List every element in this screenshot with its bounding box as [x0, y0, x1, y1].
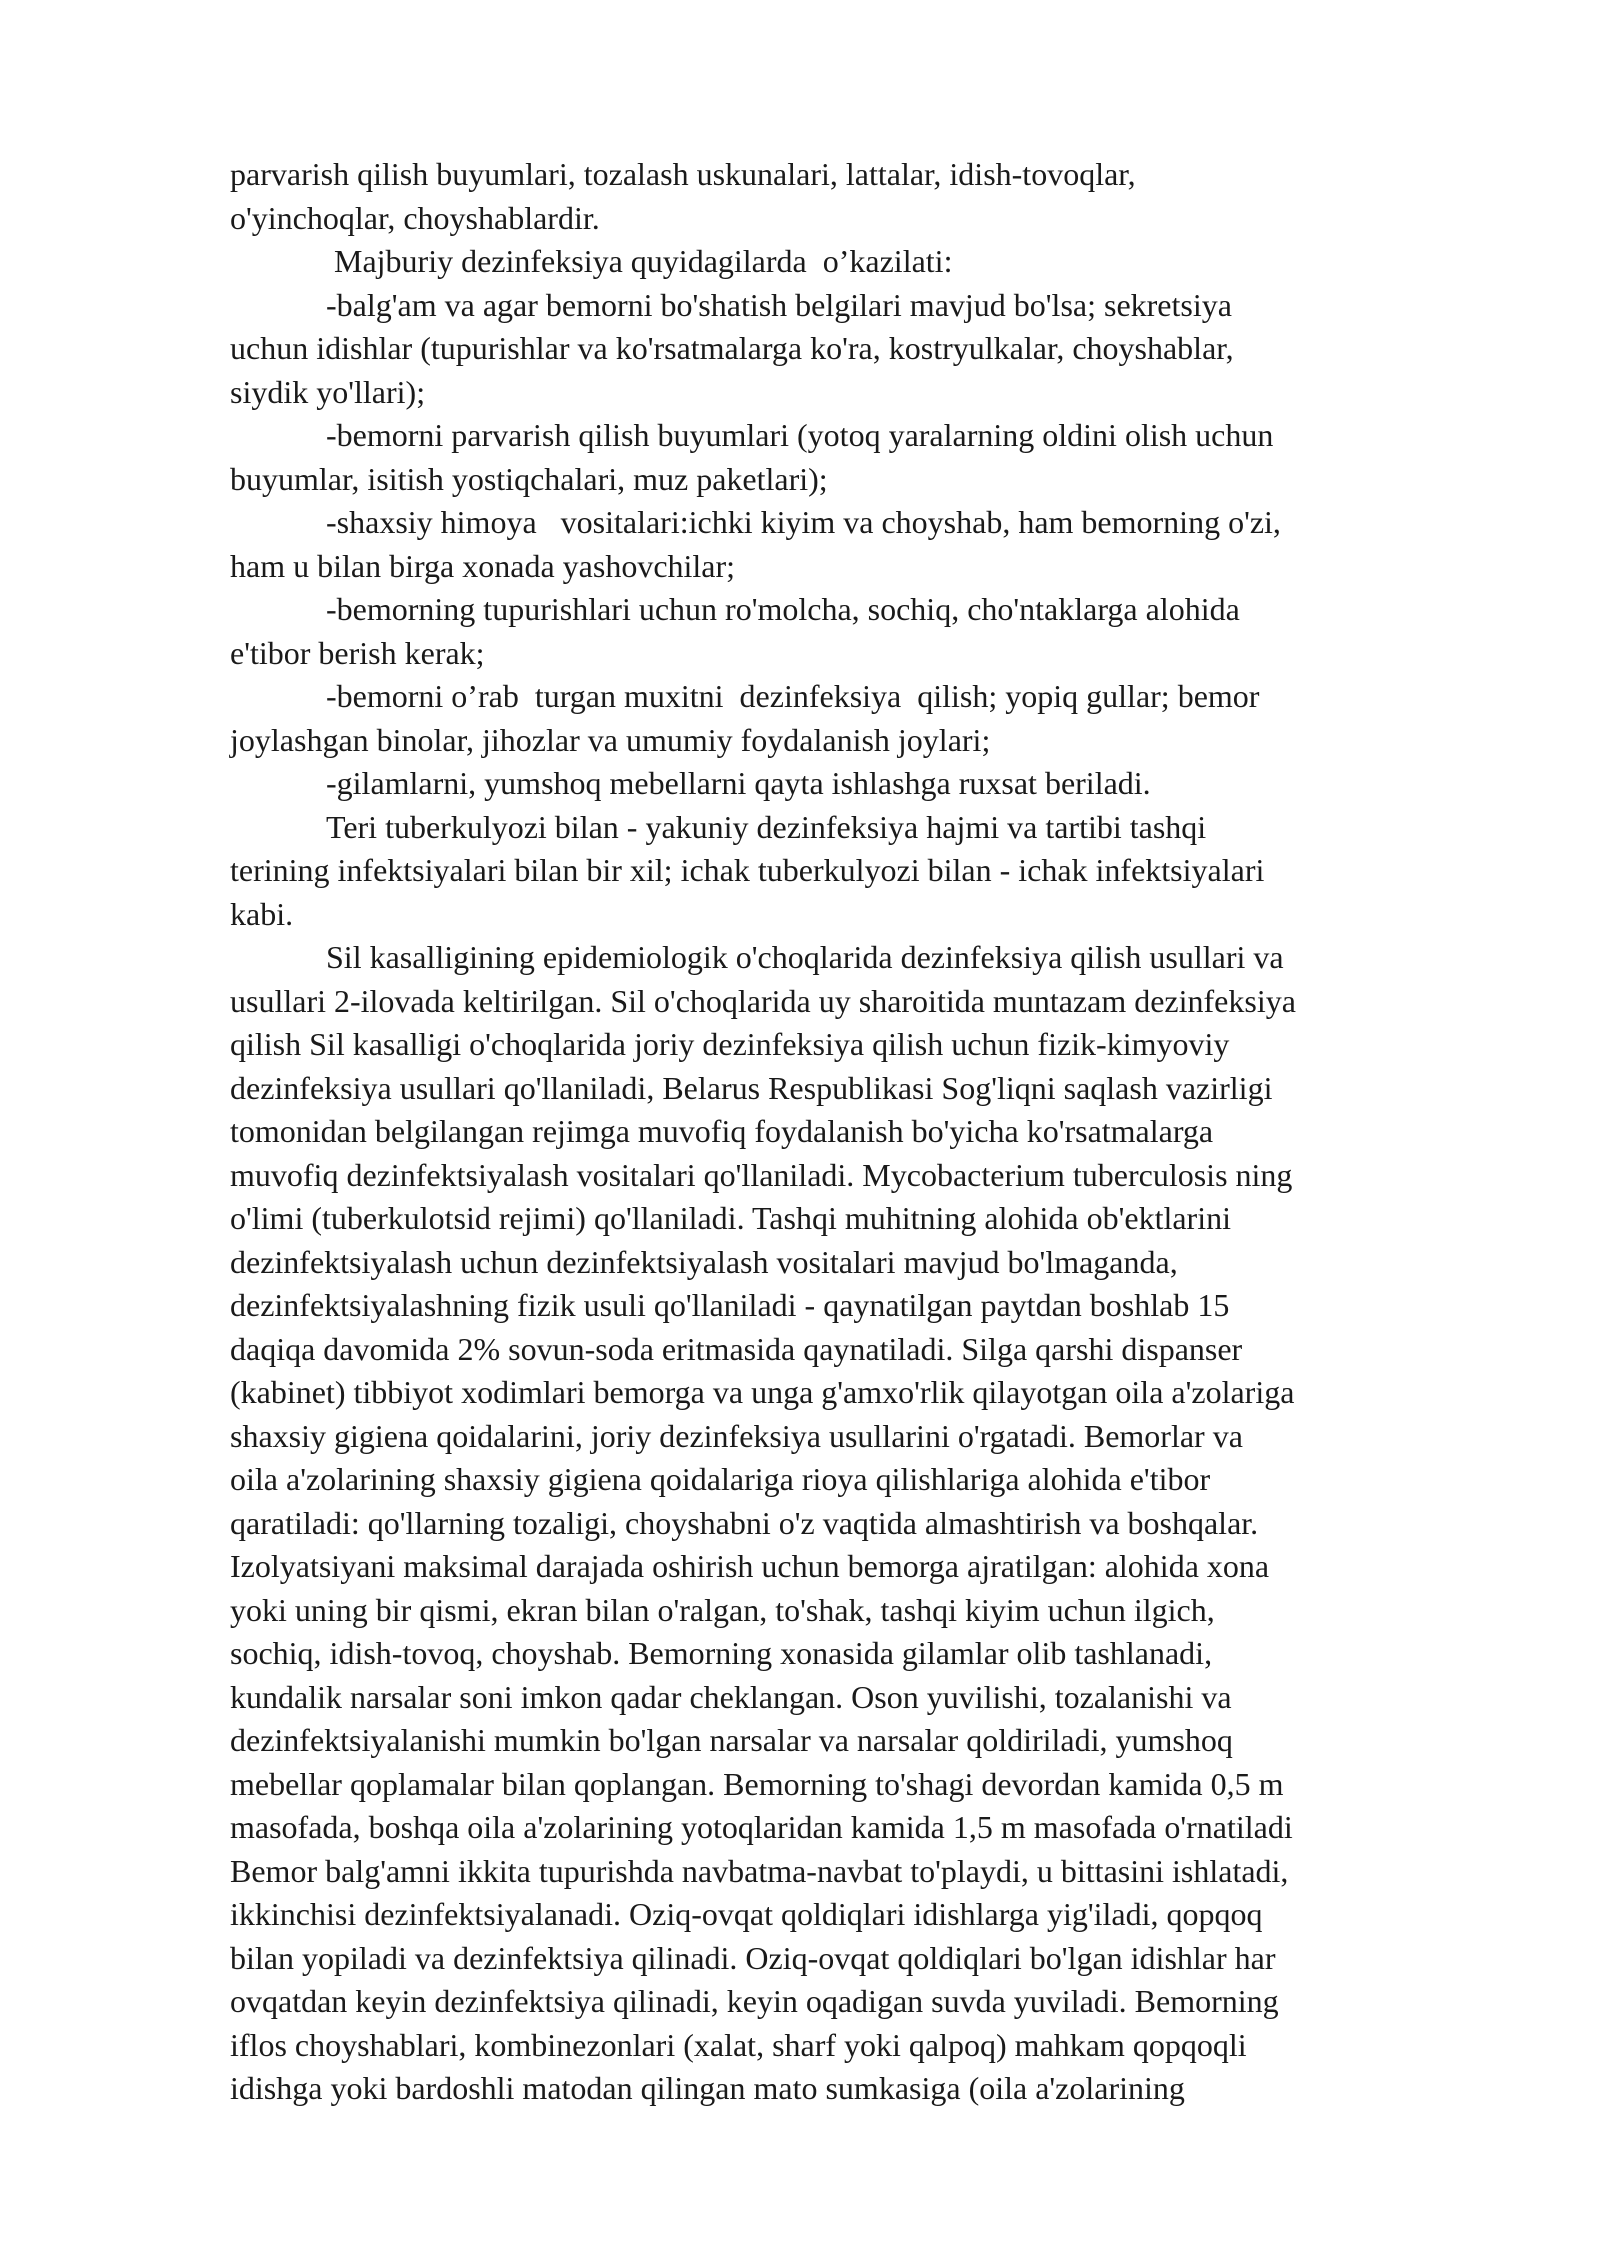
text-line: -bemorni o’rab turgan muxitni dezinfeksiya qilish; yopiq gullar; bemor	[326, 678, 1260, 714]
text-line: ikkinchisi dezinfektsiyalanadi. Oziq-ovqat qoldiqlari idishlarga yig'iladi, qopqoq	[230, 1896, 1263, 1932]
text-line: qilish Sil kasalligi o'choqlarida joriy dezinfeksiya qilish uchun fizik-kimyoviy	[230, 1026, 1230, 1062]
text-line: Izolyatsiyani maksimal darajada oshirish uchun bemorga ajratilgan: alohida xona	[230, 1548, 1270, 1584]
text-line: e'tibor berish kerak;	[230, 634, 485, 671]
text-line: o'limi (tuberkulotsid rejimi) qo'llaniladi. Tashqi muhitning alohida ob'ektlarini	[230, 1200, 1231, 1236]
text-line: joylashgan binolar, jihozlar va umumiy foydalanish joylari;	[230, 721, 991, 758]
text-line: uchun idishlar (tupurishlar va ko'rsatmalarga ko'ra, kostryulkalar, choyshablar,	[230, 330, 1234, 366]
text-line: ham u bilan birga xonada yashovchilar;	[230, 547, 736, 584]
text-line: dezinfektsiyalash uchun dezinfektsiyalash vositalari mavjud bo'lmaganda,	[230, 1243, 1178, 1280]
text-line: usullari 2-ilovada keltirilgan. Sil o'choqlarida uy sharoitida muntazam dezinfeksiya	[230, 982, 1296, 1019]
text-line: sochiq, idish-tovoq, choyshab. Bemorning xonasida gilamlar olib tashlanadi,	[230, 1635, 1213, 1671]
text-line: yoki uning bir qismi, ekran bilan o'ralgan, to'shak, tashqi kiyim uchun ilgich,	[230, 1591, 1215, 1628]
text-line: qaratiladi: qo'llarning tozaligi, choyshabni o'z vaqtida almashtirish va boshqalar.	[230, 1504, 1259, 1541]
text-line: tomonidan belgilangan rejimga muvofiq foydalanish bo'yicha ko'rsatmalarga	[230, 1113, 1214, 1149]
text-line: Teri tuberkulyozi bilan - yakuniy dezinfeksiya hajmi va tartibi tashqi	[326, 808, 1207, 845]
text-line: Majburiy dezinfeksiya quyidagilarda o’kazilati:	[326, 243, 953, 279]
text-line: oila a'zolarining shaxsiy gigiena qoidalariga rioya qilishlariga alohida e'tibor	[230, 1461, 1211, 1497]
text-line: Sil kasalligining epidemiologik o'choqlarida dezinfeksiya qilish usullari va	[326, 939, 1284, 975]
text-line: kundalik narsalar soni imkon qadar cheklangan. Oson yuvilishi, tozalanishi va	[230, 1678, 1232, 1715]
text-line: dezinfeksiya usullari qo'llaniladi, Belarus Respublikasi Sog'liqni saqlash vazirligi	[230, 1069, 1273, 1106]
text-line: o'yinchoqlar, choyshablardir.	[230, 199, 600, 236]
text-line: -bemorning tupurishlari uchun ro'molcha, sochiq, cho'ntaklarga alohida	[326, 591, 1240, 627]
text-line: parvarish qilish buyumlari, tozalash uskunalari, lattalar, idish-tovoqlar,	[230, 156, 1136, 192]
text-line: masofada, boshqa oila a'zolarining yotoqlaridan kamida 1,5 m masofada o'rnatiladi	[230, 1809, 1293, 1845]
text-line: (kabinet) tibbiyot xodimlari bemorga va unga g'amxo'rlik qilayotgan oila a'zolariga	[230, 1374, 1295, 1410]
document-body	[230, 153, 1520, 2111]
text-line: ovqatdan keyin dezinfektsiya qilinadi, keyin oqadigan suvda yuviladi. Bemorning	[230, 1983, 1279, 2019]
text-line: muvofiq dezinfektsiyalash vositalari qo'llaniladi. Mycobacterium tuberculosis ning	[230, 1156, 1293, 1193]
text-line: Bemor balg'amni ikkita tupurishda navbatma-navbat to'playdi, u bittasini ishlatadi,	[230, 1852, 1289, 1889]
text-line: dezinfektsiyalanishi mumkin bo'lgan narsalar va narsalar qoldiriladi, yumshoq	[230, 1722, 1233, 1758]
text-line: iflos choyshablari, kombinezonlari (xalat, sharf yoki qalpoq) mahkam qopqoqli	[230, 2026, 1247, 2063]
text-line: dezinfektsiyalashning fizik usuli qo'llaniladi - qaynatilgan paytdan boshlab 15	[230, 1287, 1230, 1323]
text-line: buyumlar, isitish yostiqchalari, muz paketlari);	[230, 460, 828, 497]
text-line: kabi.	[230, 895, 294, 932]
text-line: mebellar qoplamalar bilan qoplangan. Bemorning to'shagi devordan kamida 0,5 m	[230, 1765, 1284, 1802]
text-line: idishga yoki bardoshli matodan qilingan mato sumkasiga (oila a'zolarining	[230, 2070, 1185, 2106]
text-line: daqiqa davomida 2% sovun-soda eritmasida qaynatiladi. Silga qarshi dispanser	[230, 1330, 1243, 1367]
text-line: terining infektsiyalari bilan bir xil; ichak tuberkulyozi bilan - ichak infektsiyalari	[230, 852, 1265, 888]
text-line: -gilamlarni, yumshoq mebellarni qayta ishlashga ruxsat beriladi.	[326, 765, 1151, 801]
text-line: -shaxsiy himoya vositalari:ichki kiyim va choyshab, ham bemorning o'zi,	[326, 504, 1281, 540]
text-line: siydik yo'llari);	[230, 373, 426, 410]
text-line: bilan yopiladi va dezinfektsiya qilinadi. Oziq-ovqat qoldiqlari bo'lgan idishlar har	[230, 1939, 1276, 1976]
text-line: shaxsiy gigiena qoidalarini, joriy dezinfeksiya usullarini o'rgatadi. Bemorlar va	[230, 1417, 1243, 1454]
text-line: -bemorni parvarish qilish buyumlari (yotoq yaralarning oldini olish uchun	[326, 417, 1274, 453]
text-line: -balg'am va agar bemorni bo'shatish belgilari mavjud bo'lsa; sekretsiya	[326, 286, 1232, 323]
